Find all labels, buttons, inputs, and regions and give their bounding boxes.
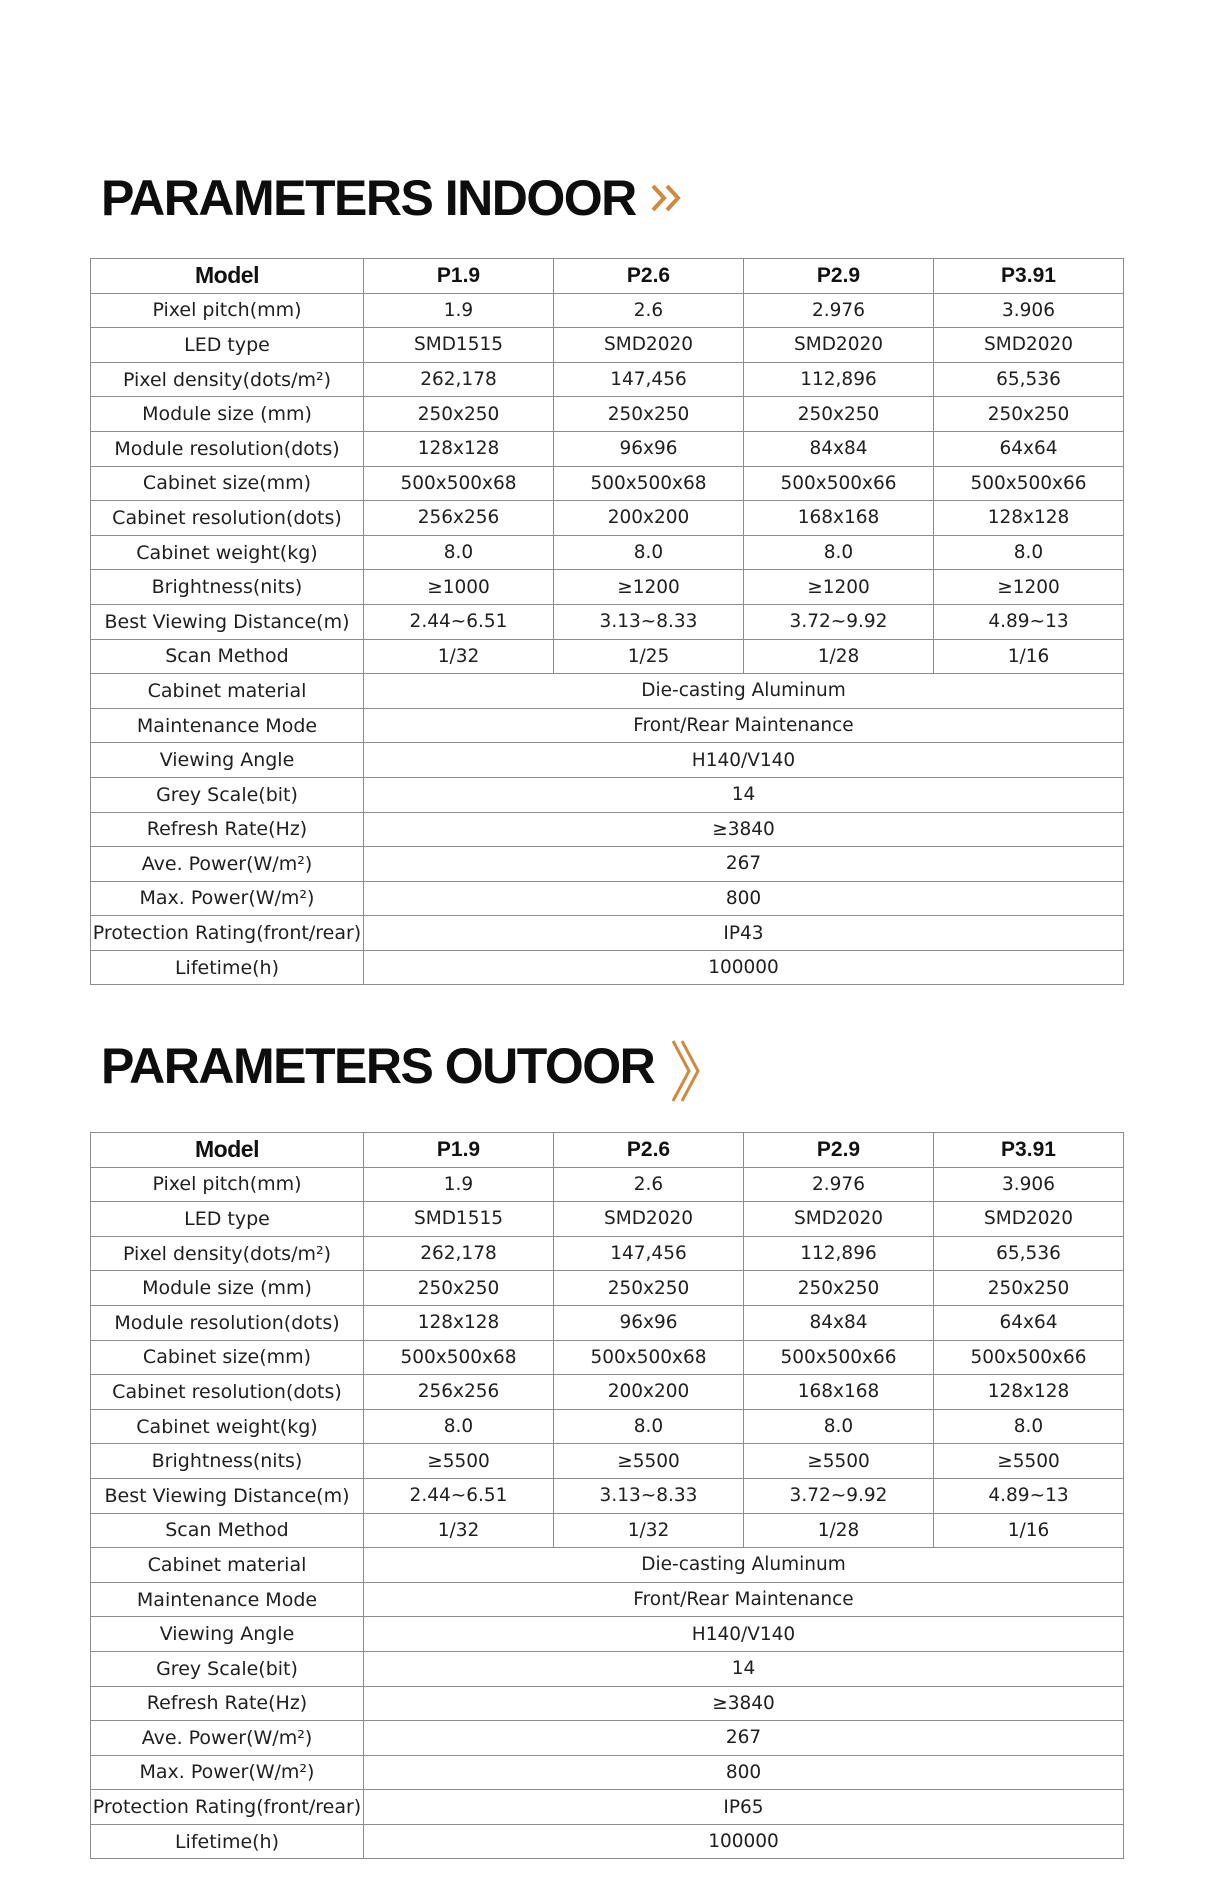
value-cell: 112,896	[744, 362, 934, 397]
value-cell: 128x128	[364, 1305, 554, 1340]
table-row	[91, 1582, 1124, 1617]
value-cell: 168x168	[744, 1375, 934, 1410]
merged-value-cell: 800	[364, 1755, 1124, 1790]
merged-value-cell: 100000	[364, 1824, 1124, 1859]
value-cell: SMD2020	[934, 1202, 1124, 1237]
value-cell: SMD1515	[364, 328, 554, 363]
row-label-cell: Cabinet material	[91, 1548, 364, 1583]
table-row	[91, 1202, 1124, 1237]
value-cell: 250x250	[744, 1271, 934, 1306]
row-label-cell: Ave. Power(W/m²)	[91, 847, 364, 882]
value-cell: 84x84	[744, 431, 934, 466]
row-label-cell: Module resolution(dots)	[91, 1305, 364, 1340]
merged-value-cell: 267	[364, 1721, 1124, 1756]
row-label-cell: Refresh Rate(Hz)	[91, 1686, 364, 1721]
value-cell: 4.89~13	[934, 1478, 1124, 1513]
table-row	[91, 950, 1124, 985]
value-cell: 3.906	[934, 293, 1124, 328]
value-cell: 2.6	[554, 1167, 744, 1202]
table-row	[91, 1651, 1124, 1686]
value-cell: 250x250	[364, 1271, 554, 1306]
value-cell: 128x128	[364, 431, 554, 466]
model-header-cell: P1.9	[364, 259, 554, 294]
value-cell: 2.976	[744, 293, 934, 328]
value-cell: 1/32	[554, 1513, 744, 1548]
value-cell: 96x96	[554, 1305, 744, 1340]
row-label-cell: Max. Power(W/m²)	[91, 881, 364, 916]
table-row	[91, 1271, 1124, 1306]
value-cell: ≥1000	[364, 570, 554, 605]
table-row	[91, 708, 1124, 743]
value-cell: ≥5500	[934, 1444, 1124, 1479]
value-cell: 1/28	[744, 1513, 934, 1548]
row-label-cell: Best Viewing Distance(m)	[91, 1478, 364, 1513]
table-row	[91, 535, 1124, 570]
value-cell: 2.44~6.51	[364, 604, 554, 639]
model-header-cell: P2.6	[554, 259, 744, 294]
row-label-cell: Maintenance Mode	[91, 1582, 364, 1617]
table-row	[91, 362, 1124, 397]
value-cell: 3.13~8.33	[554, 604, 744, 639]
merged-value-cell: ≥3840	[364, 1686, 1124, 1721]
value-cell: 65,536	[934, 1236, 1124, 1271]
table-row	[91, 570, 1124, 605]
value-cell: 250x250	[554, 1271, 744, 1306]
table-row	[91, 1236, 1124, 1271]
merged-value-cell: IP65	[364, 1790, 1124, 1825]
row-label-cell: Module size (mm)	[91, 397, 364, 432]
value-cell: 147,456	[554, 1236, 744, 1271]
merged-value-cell: 267	[364, 847, 1124, 882]
value-cell: 1/16	[934, 1513, 1124, 1548]
value-cell: 250x250	[934, 397, 1124, 432]
value-cell: 168x168	[744, 501, 934, 536]
value-cell: 500x500x68	[554, 466, 744, 501]
value-cell: 200x200	[554, 1375, 744, 1410]
section-title-text: PARAMETERS OUTOOR	[101, 1038, 655, 1094]
value-cell: 1/32	[364, 639, 554, 674]
table-row	[91, 1444, 1124, 1479]
row-label-cell: Pixel pitch(mm)	[91, 293, 364, 328]
table-row	[91, 743, 1124, 778]
value-cell: 262,178	[364, 362, 554, 397]
value-cell: 1/16	[934, 639, 1124, 674]
table-row	[91, 639, 1124, 674]
value-cell: 1/25	[554, 639, 744, 674]
value-cell: 1/28	[744, 639, 934, 674]
value-cell: 128x128	[934, 1375, 1124, 1410]
table-row	[91, 1548, 1124, 1583]
table-header-row	[91, 1133, 1124, 1168]
table-row	[91, 847, 1124, 882]
value-cell: SMD2020	[744, 1202, 934, 1237]
table-row	[91, 1478, 1124, 1513]
model-header-cell: P3.91	[934, 259, 1124, 294]
model-header-cell: P2.9	[744, 1133, 934, 1168]
value-cell: SMD2020	[934, 328, 1124, 363]
value-cell: 64x64	[934, 1305, 1124, 1340]
row-label-cell: Cabinet size(mm)	[91, 1340, 364, 1375]
model-header-cell: P3.91	[934, 1133, 1124, 1168]
merged-value-cell: IP43	[364, 916, 1124, 951]
table-row	[91, 397, 1124, 432]
row-label-cell: Viewing Angle	[91, 1617, 364, 1652]
table-row	[91, 1686, 1124, 1721]
table-row	[91, 916, 1124, 951]
double-chevron-right-icon	[668, 1036, 704, 1119]
row-label-cell: Best Viewing Distance(m)	[91, 604, 364, 639]
row-label-cell: Cabinet weight(kg)	[91, 535, 364, 570]
value-cell: 64x64	[934, 431, 1124, 466]
row-label-cell: Brightness(nits)	[91, 1444, 364, 1479]
table-row	[91, 881, 1124, 916]
table-row	[91, 1375, 1124, 1410]
row-label-cell: Cabinet resolution(dots)	[91, 501, 364, 536]
value-cell: SMD2020	[744, 328, 934, 363]
value-cell: 84x84	[744, 1305, 934, 1340]
header-label-cell: Model	[91, 1133, 364, 1168]
value-cell: 65,536	[934, 362, 1124, 397]
value-cell: 1.9	[364, 1167, 554, 1202]
value-cell: 3.72~9.92	[744, 604, 934, 639]
merged-value-cell: 14	[364, 1651, 1124, 1686]
value-cell: 147,456	[554, 362, 744, 397]
value-cell: 500x500x66	[744, 466, 934, 501]
table-row	[91, 604, 1124, 639]
row-label-cell: Lifetime(h)	[91, 1824, 364, 1859]
value-cell: SMD1515	[364, 1202, 554, 1237]
merged-value-cell: Front/Rear Maintenance	[364, 1582, 1124, 1617]
row-label-cell: Cabinet weight(kg)	[91, 1409, 364, 1444]
value-cell: 2.44~6.51	[364, 1478, 554, 1513]
merged-value-cell: 100000	[364, 950, 1124, 985]
merged-value-cell: Die-casting Aluminum	[364, 1548, 1124, 1583]
value-cell: 4.89~13	[934, 604, 1124, 639]
row-label-cell: Pixel density(dots/m²)	[91, 362, 364, 397]
section-title-indoor	[101, 168, 686, 241]
row-label-cell: Grey Scale(bit)	[91, 777, 364, 812]
table-row	[91, 777, 1124, 812]
row-label-cell: Brightness(nits)	[91, 570, 364, 605]
value-cell: 500x500x68	[364, 466, 554, 501]
row-label-cell: Pixel density(dots/m²)	[91, 1236, 364, 1271]
table-row	[91, 1513, 1124, 1548]
merged-value-cell: 14	[364, 777, 1124, 812]
row-label-cell: Max. Power(W/m²)	[91, 1755, 364, 1790]
merged-value-cell: Front/Rear Maintenance	[364, 708, 1124, 743]
value-cell: SMD2020	[554, 1202, 744, 1237]
value-cell: 200x200	[554, 501, 744, 536]
value-cell: 1/32	[364, 1513, 554, 1548]
row-label-cell: Scan Method	[91, 639, 364, 674]
value-cell: 8.0	[934, 535, 1124, 570]
value-cell: ≥1200	[934, 570, 1124, 605]
section-title-text: PARAMETERS INDOOR	[101, 170, 636, 226]
model-header-cell: P1.9	[364, 1133, 554, 1168]
value-cell: 500x500x66	[934, 1340, 1124, 1375]
table-row	[91, 1790, 1124, 1825]
table-row	[91, 293, 1124, 328]
value-cell: ≥1200	[744, 570, 934, 605]
table-row	[91, 812, 1124, 847]
row-label-cell: Protection Rating(front/rear)	[91, 1790, 364, 1825]
section-title-outdoor	[101, 1036, 704, 1119]
header-label-cell: Model	[91, 259, 364, 294]
merged-value-cell: H140/V140	[364, 743, 1124, 778]
value-cell: 256x256	[364, 1375, 554, 1410]
model-header-cell: P2.9	[744, 259, 934, 294]
value-cell: 250x250	[934, 1271, 1124, 1306]
table-row	[91, 501, 1124, 536]
table-row	[91, 466, 1124, 501]
value-cell: 500x500x68	[364, 1340, 554, 1375]
row-label-cell: Refresh Rate(Hz)	[91, 812, 364, 847]
merged-value-cell: ≥3840	[364, 812, 1124, 847]
indoor-parameters-table	[90, 258, 1124, 985]
value-cell: 250x250	[744, 397, 934, 432]
double-chevron-right-icon	[650, 168, 686, 241]
value-cell: 8.0	[744, 535, 934, 570]
value-cell: ≥1200	[554, 570, 744, 605]
value-cell: 500x500x68	[554, 1340, 744, 1375]
value-cell: 8.0	[364, 535, 554, 570]
table-row	[91, 1340, 1124, 1375]
value-cell: 8.0	[554, 1409, 744, 1444]
value-cell: 3.906	[934, 1167, 1124, 1202]
value-cell: 500x500x66	[934, 466, 1124, 501]
merged-value-cell: Die-casting Aluminum	[364, 674, 1124, 709]
model-header-cell: P2.6	[554, 1133, 744, 1168]
table-row	[91, 1409, 1124, 1444]
row-label-cell: Grey Scale(bit)	[91, 1651, 364, 1686]
row-label-cell: Maintenance Mode	[91, 708, 364, 743]
table-row	[91, 1167, 1124, 1202]
value-cell: 128x128	[934, 501, 1124, 536]
table-row	[91, 1305, 1124, 1340]
value-cell: 3.72~9.92	[744, 1478, 934, 1513]
value-cell: 8.0	[934, 1409, 1124, 1444]
row-label-cell: Cabinet resolution(dots)	[91, 1375, 364, 1410]
row-label-cell: Scan Method	[91, 1513, 364, 1548]
value-cell: 262,178	[364, 1236, 554, 1271]
row-label-cell: Viewing Angle	[91, 743, 364, 778]
table-header-row	[91, 259, 1124, 294]
value-cell: 256x256	[364, 501, 554, 536]
merged-value-cell: H140/V140	[364, 1617, 1124, 1652]
value-cell: 2.6	[554, 293, 744, 328]
value-cell: 8.0	[554, 535, 744, 570]
value-cell: 2.976	[744, 1167, 934, 1202]
table-row	[91, 328, 1124, 363]
row-label-cell: Cabinet material	[91, 674, 364, 709]
row-label-cell: Protection Rating(front/rear)	[91, 916, 364, 951]
row-label-cell: Module resolution(dots)	[91, 431, 364, 466]
table-row	[91, 674, 1124, 709]
row-label-cell: Cabinet size(mm)	[91, 466, 364, 501]
value-cell: 250x250	[364, 397, 554, 432]
value-cell: SMD2020	[554, 328, 744, 363]
table-row	[91, 1617, 1124, 1652]
table-row	[91, 1721, 1124, 1756]
value-cell: ≥5500	[364, 1444, 554, 1479]
value-cell: ≥5500	[744, 1444, 934, 1479]
row-label-cell: Module size (mm)	[91, 1271, 364, 1306]
value-cell: 3.13~8.33	[554, 1478, 744, 1513]
row-label-cell: LED type	[91, 1202, 364, 1237]
value-cell: 250x250	[554, 397, 744, 432]
value-cell: 1.9	[364, 293, 554, 328]
table-row	[91, 1824, 1124, 1859]
table-row	[91, 431, 1124, 466]
row-label-cell: Ave. Power(W/m²)	[91, 1721, 364, 1756]
row-label-cell: LED type	[91, 328, 364, 363]
value-cell: 96x96	[554, 431, 744, 466]
outdoor-parameters-table	[90, 1132, 1124, 1859]
value-cell: 500x500x66	[744, 1340, 934, 1375]
value-cell: 8.0	[744, 1409, 934, 1444]
row-label-cell: Lifetime(h)	[91, 950, 364, 985]
value-cell: 112,896	[744, 1236, 934, 1271]
value-cell: ≥5500	[554, 1444, 744, 1479]
row-label-cell: Pixel pitch(mm)	[91, 1167, 364, 1202]
table-row	[91, 1755, 1124, 1790]
value-cell: 8.0	[364, 1409, 554, 1444]
merged-value-cell: 800	[364, 881, 1124, 916]
